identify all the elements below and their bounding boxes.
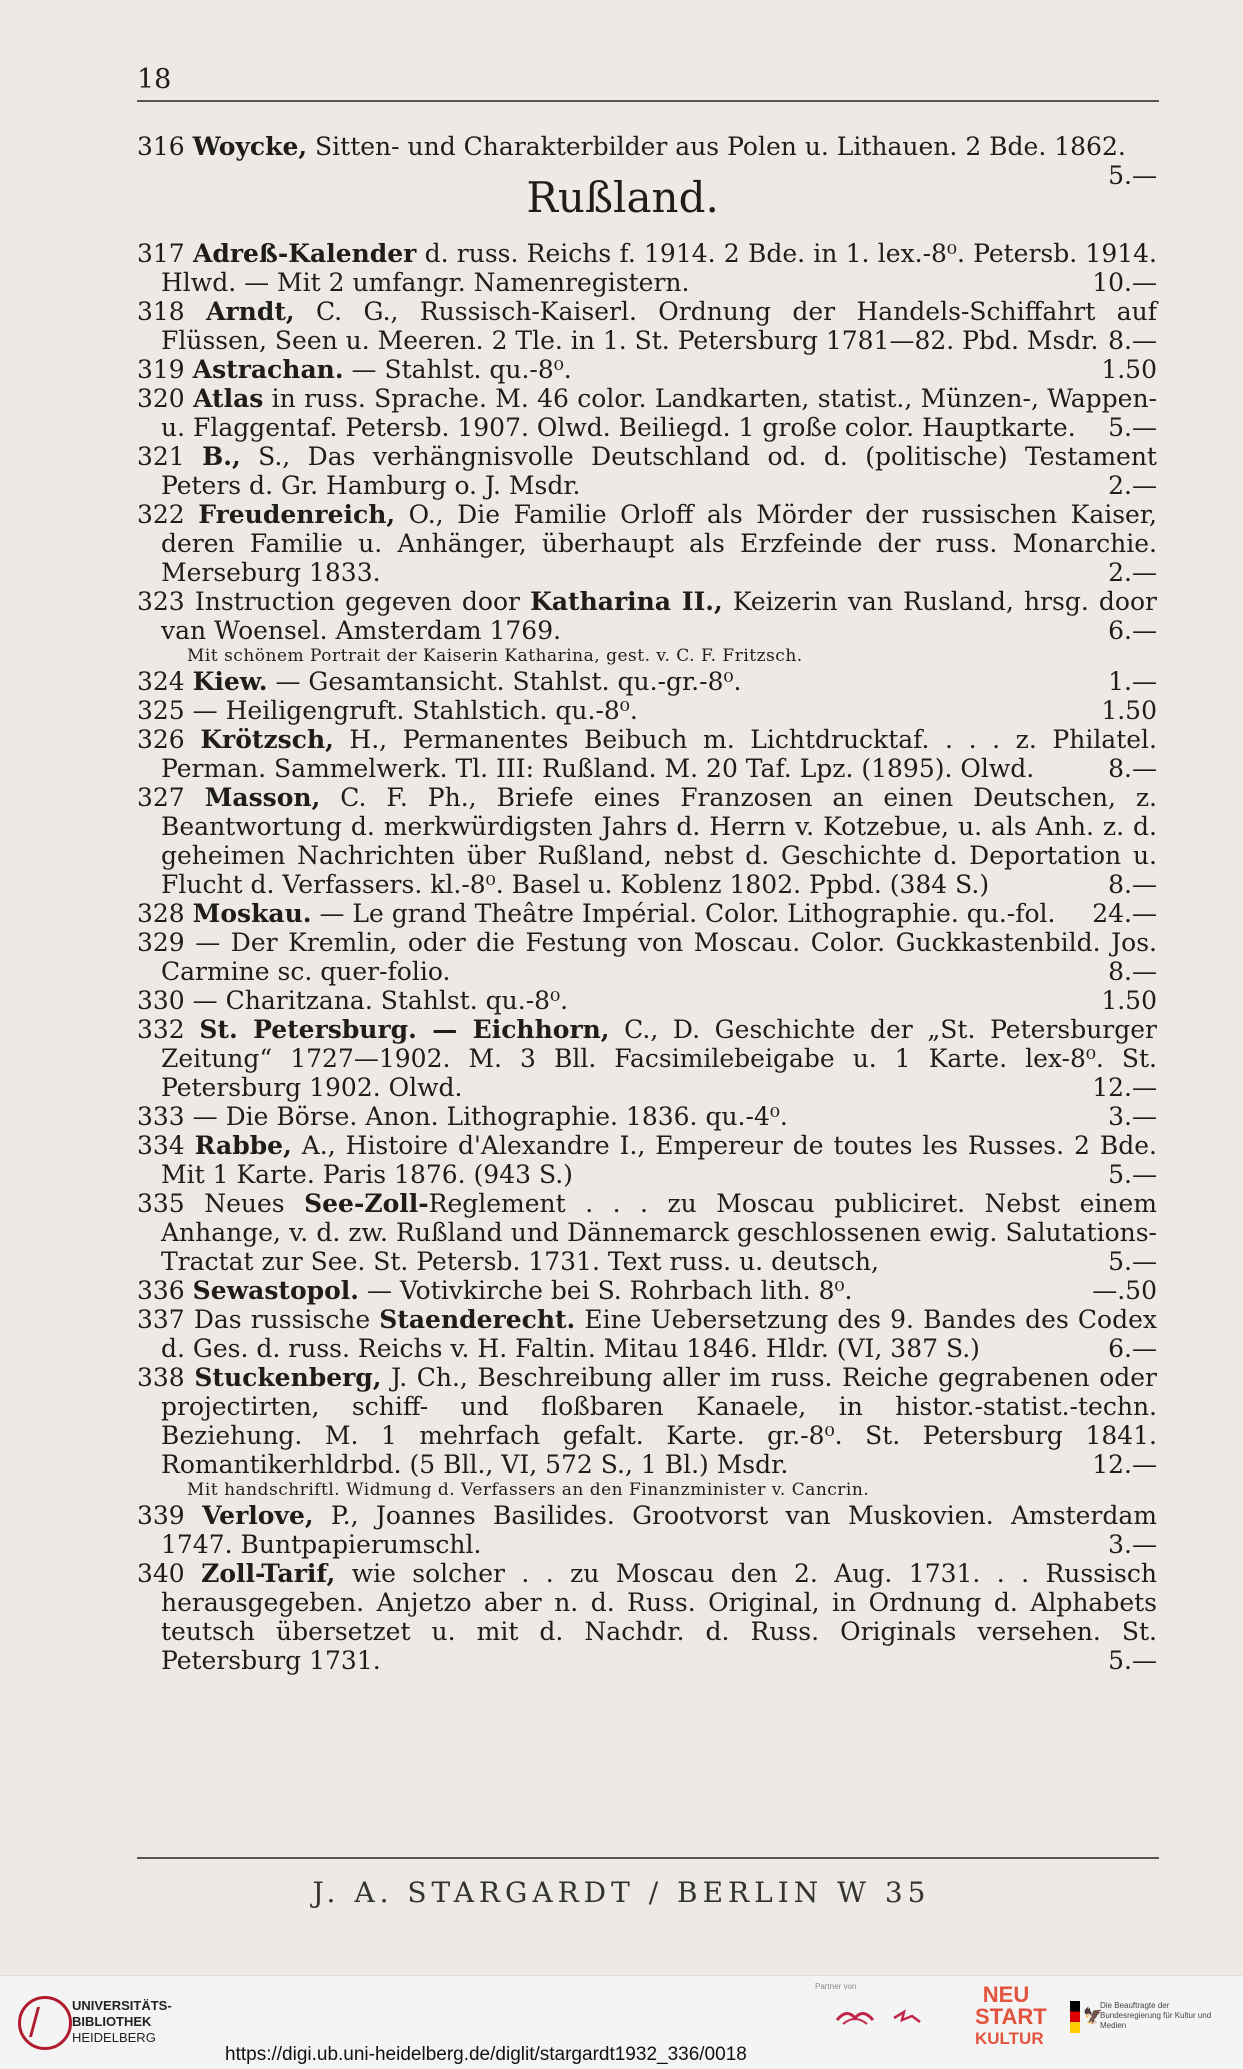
catalog-entry-320 [137,384,1157,442]
catalog-entry-335 [137,1189,1157,1276]
partner-label: Partner von [815,1982,857,1991]
entry-prefix: 326 [137,725,201,754]
entry-text: — Votivkirche bei S. Rohrbach lith. 8⁰. [359,1276,853,1305]
entry-prefix: 323 Instruction gegeven door [137,587,531,616]
university-name[interactable] [72,1998,172,2046]
entry-note: Mit handschriftl. Widmung d. Verfassers an den Finanzminister v. Cancrin. [187,1480,870,1500]
entry-price: 8.— [1108,870,1157,899]
catalog-entry-337 [137,1305,1157,1363]
neustart-line-1: NEU [982,1982,1030,2007]
entry-price: 6.— [1108,616,1157,645]
entry-text: C. F. Ph., Briefe eines Franzosen an einen Deutschen, z. Beantwortung d. merkwürdigsten Jahrs d. Herrn v. Kotzebue, u. als Anh. z. d. geheimen Nachrichten über Rußland, nebst d. Geschichte d. Deportation u. Flucht d. Verfassers. kl.-8⁰. Basel u. Koblenz 1802. Ppbd. (384 S.) [161,783,1158,899]
catalog-entry-316 [137,132,1157,190]
entry-keyword: Astrachan. [192,355,344,384]
entry-price: —.50 [1092,1276,1157,1305]
entry-text: Reglement . . . zu Moscau publiciret. Nebst einem Anhange, v. d. zw. Rußland und Dännemarck geschlossenen ewig. Salutations-Tractat zur See. St. Petersb. 1731. Text russ. u. deutsch, [161,1189,1157,1276]
entry-prefix: 335 Neues [137,1189,305,1218]
entry-price: 12.— [1092,1073,1157,1102]
entry-prefix: 317 [137,239,193,268]
entry-text: S., Das verhängnisvolle Deutschland od. d. (politische) Testament Peters d. Gr. Hamburg o. J. Msdr. [161,442,1157,500]
entry-prefix: 333 [137,1102,193,1131]
catalog-entry-328 [137,899,1157,928]
entry-price: 1.50 [1101,696,1157,725]
entry-keyword: Krötzsch, [200,725,334,754]
catalog-entry-323 [137,587,1157,645]
entry-price: 5.— [1108,161,1157,190]
entry-text: — Die Börse. Anon. Lithographie. 1836. qu.-4⁰. [192,1102,788,1131]
entry-price: 2.— [1108,471,1157,500]
catalog-entry-330 [137,986,1157,1015]
entry-price: 5.— [1108,413,1157,442]
entry-prefix: 339 [137,1501,203,1530]
entry-text: in russ. Sprache. M. 46 color. Landkarten, statist., Münzen-, Wappen- u. Flaggentaf. Petersb. 1907. Olwd. Beiliegd. 1 große color. Hauptkarte. [161,384,1158,442]
entry-keyword: Stuckenberg, [194,1363,382,1392]
page-number: 18 [137,64,172,95]
catalog-entry-329 [137,928,1157,986]
entry-prefix: 319 [137,355,193,384]
publisher-line: J. A. STARGARDT / BERLIN W 35 [312,1876,931,1909]
entry-prefix: 322 [137,500,199,529]
entry-text: wie solcher . . zu Moscau den 2. Aug. 1731. . . Russisch herausgegeben. Anjetzo aber n. d. Russ. Original, in Ordnung d. Alphabets teutsch übersetzet u. mit d. Nachdr. d. Russ. Originals versehen. St. Petersburg 1731. [161,1559,1157,1675]
entry-price: 5.— [1108,1247,1157,1276]
catalog-entry-317 [137,239,1157,297]
entry-price: 5.— [1108,1160,1157,1189]
catalog-entry-339 [137,1501,1157,1559]
entry-price: 24.— [1092,899,1157,928]
catalog-entry-321 [137,442,1157,500]
entry-keyword: Arndt, [206,297,295,326]
partner-logo-icon[interactable] [835,2006,875,2028]
entry-keyword: Staenderecht. [379,1305,576,1334]
federal-eagle-icon: 🦅 [1083,2008,1103,2025]
uni-line-2: BIBLIOTHEK [72,2014,152,2029]
bkm-text[interactable]: Die Beauftragte der Bundesregierung für Kultur und Medien [1100,2001,1212,2030]
entry-price: 12.— [1092,1450,1157,1479]
entry-price: 3.— [1108,1102,1157,1131]
entry-text: Eine Uebersetzung des 9. Bandes des Codex d. Ges. d. russ. Reichs v. H. Faltin. Mitau 1846. Hldr. (VI, 387 S.) [161,1305,1157,1363]
catalog-entry-322 [137,500,1157,587]
entry-text: J. Ch., Beschreibung aller im russ. Reiche gegrabenen oder projectirten, schiff- und floßbaren Kanaele, in histor.-statist.-techn. Beziehung. M. 1 mehrfach gefalt. Karte. gr.-8⁰. St. Petersburg 1841. Romantikerhldrbd. (5 Bll., VI, 572 S., 1 Bl.) Msdr. [161,1363,1157,1479]
viewer-footer [0,1975,1243,2069]
entry-text: O., Die Familie Orloff als Mörder der russischen Kaiser, deren Familie u. Anhänger, überhaupt als Erzfeinde der russ. Monarchie. Merseburg 1833. [161,500,1157,587]
entry-prefix: 328 [137,899,193,928]
entry-keyword: St. Petersburg. — Eichhorn, [199,1015,610,1044]
entry-text: P., Joannes Basilides. Grootvorst van Muskovien. Amsterdam 1747. Buntpapierumschl. [161,1501,1157,1559]
uni-line-3: HEIDELBERG [72,2030,156,2045]
entry-text: — Charitzana. Stahlst. qu.-8⁰. [192,986,569,1015]
entry-text: C., D. Geschichte der „St. Petersburger Zeitung“ 1727—1902. M. 3 Bll. Facsimilebeigabe u. 1 Karte. lex-8⁰. St. Petersburg 1902. Olwd. [161,1015,1157,1102]
entry-price: 1.50 [1101,986,1157,1015]
entry-prefix: 338 [137,1363,195,1392]
entry-note: Mit schönem Portrait der Kaiserin Katharina, gest. v. C. F. Fritzsch. [187,646,803,666]
entry-keyword: See-Zoll- [304,1189,429,1218]
entry-price: 8.— [1108,326,1157,355]
entry-text: — Stahlst. qu.-8⁰. [343,355,572,384]
entry-prefix: 334 [137,1131,195,1160]
catalog-entry-338 [137,1363,1157,1479]
footer-rule [137,1857,1159,1859]
neustart-kultur-logo[interactable] [975,1982,1047,2050]
entry-text: — Heiligengruft. Stahlstich. qu.-8⁰. [192,696,638,725]
catalog-content [137,132,1157,1675]
entry-prefix: 321 [137,442,203,471]
entry-prefix: 316 [137,132,193,161]
entry-text: — Der Kremlin, oder die Festung von Moscau. Color. Guckkastenbild. Jos. Carmine sc. quer-folio. [161,928,1157,986]
entry-text: d. russ. Reichs f. 1914. 2 Bde. in 1. lex.-8⁰. Petersb. 1914. Hlwd. — Mit 2 umfangr. Namenregistern. [161,239,1157,297]
entry-prefix: 320 [137,384,194,413]
catalog-entry-327 [137,783,1157,899]
entry-prefix: 329 [137,928,196,957]
catalog-entry-326 [137,725,1157,783]
entry-prefix: 337 Das russische [137,1305,380,1334]
entry-price: 3.— [1108,1530,1157,1559]
entry-keyword: B., [202,442,241,471]
entry-text: H., Permanentes Beibuch m. Lichtdrucktaf. . . . z. Philatel. Perman. Sammelwerk. Tl. III: Rußland. M. 20 Taf. Lpz. (1895). Olwd. [161,725,1157,783]
entry-keyword: Moskau. [192,899,312,928]
entry-keyword: Adreß-Kalender [192,239,417,268]
neustart-line-3: KULTUR [975,2029,1044,2048]
german-flag-icon [1070,2001,1080,2033]
entry-prefix: 325 [137,696,193,725]
entry-price: 1.— [1108,667,1157,696]
catalog-entry-340 [137,1559,1157,1675]
entry-keyword: Zoll-Tarif, [201,1559,336,1588]
entry-text: Keizerin van Rusland, hrsg. door van Woensel. Amsterdam 1769. [161,587,1157,645]
catalog-entry-334 [137,1131,1157,1189]
entry-text: — Gesamtansicht. Stahlst. qu.-gr.-8⁰. [267,667,742,696]
uni-line-1: UNIVERSITÄTS- [72,1998,172,2013]
entry-keyword: Verlove, [202,1501,314,1530]
entry-prefix: 318 [137,297,207,326]
catalog-entry-324 [137,667,1157,696]
entry-price: 2.— [1108,558,1157,587]
page-url[interactable]: https://digi.ub.uni-heidelberg.de/diglit/stargardt1932_336/0018 [225,2044,747,2065]
entry-prefix: 327 [137,783,205,812]
neustart-line-2: START [975,2004,1047,2029]
entry-keyword: Rabbe, [194,1131,292,1160]
entry-price: 10.— [1092,268,1157,297]
entry-price: 8.— [1108,754,1157,783]
entry-price: 8.— [1108,957,1157,986]
entry-keyword: Kiew. [192,667,268,696]
entry-text: Sitten- und Charakterbilder aus Polen u. Lithauen. 2 Bde. 1862. [307,132,1126,161]
catalog-entry-332 [137,1015,1157,1102]
entry-keyword: Freudenreich, [198,500,396,529]
entry-prefix: 324 [137,667,193,696]
entry-text: A., Histoire d'Alexandre I., Empereur de toutes les Russes. 2 Bde. Mit 1 Karte. Paris 1876. (943 S.) [161,1131,1157,1189]
entry-keyword: Atlas [193,384,264,413]
entry-prefix: 336 [137,1276,193,1305]
catalog-entry-319 [137,355,1157,384]
catalog-entry-333 [137,1102,1157,1131]
catalog-entry-318 [137,297,1157,355]
header-rule [137,100,1159,102]
catalog-entry-325 [137,696,1157,725]
entry-prefix: 340 [137,1559,202,1588]
entry-keyword: Sewastopol. [192,1276,360,1305]
entry-prefix: 330 [137,986,193,1015]
entry-text: C. G., Russisch-Kaiserl. Ordnung der Handels-Schiffahrt auf Flüssen, Seen u. Meeren. 2 Tle. in 1. St. Petersburg 1781—82. Pbd. Msdr. [161,297,1157,355]
entry-price: 1.50 [1101,355,1157,384]
university-seal-icon[interactable] [18,1996,72,2050]
entry-text: — Le grand Theâtre Impérial. Color. Lithographie. qu.-fol. [311,899,1056,928]
entry-price: 5.— [1108,1646,1157,1675]
entry-keyword: Woycke, [192,132,308,161]
catalog-entry-336 [137,1276,1157,1305]
partner-logo-2-icon[interactable] [892,2008,922,2028]
entry-price: 6.— [1108,1334,1157,1363]
entry-prefix: 332 [137,1015,200,1044]
section-heading: Rußland. [526,173,719,222]
entry-keyword: Masson, [204,783,321,812]
entry-keyword: Katharina II., [530,587,723,616]
